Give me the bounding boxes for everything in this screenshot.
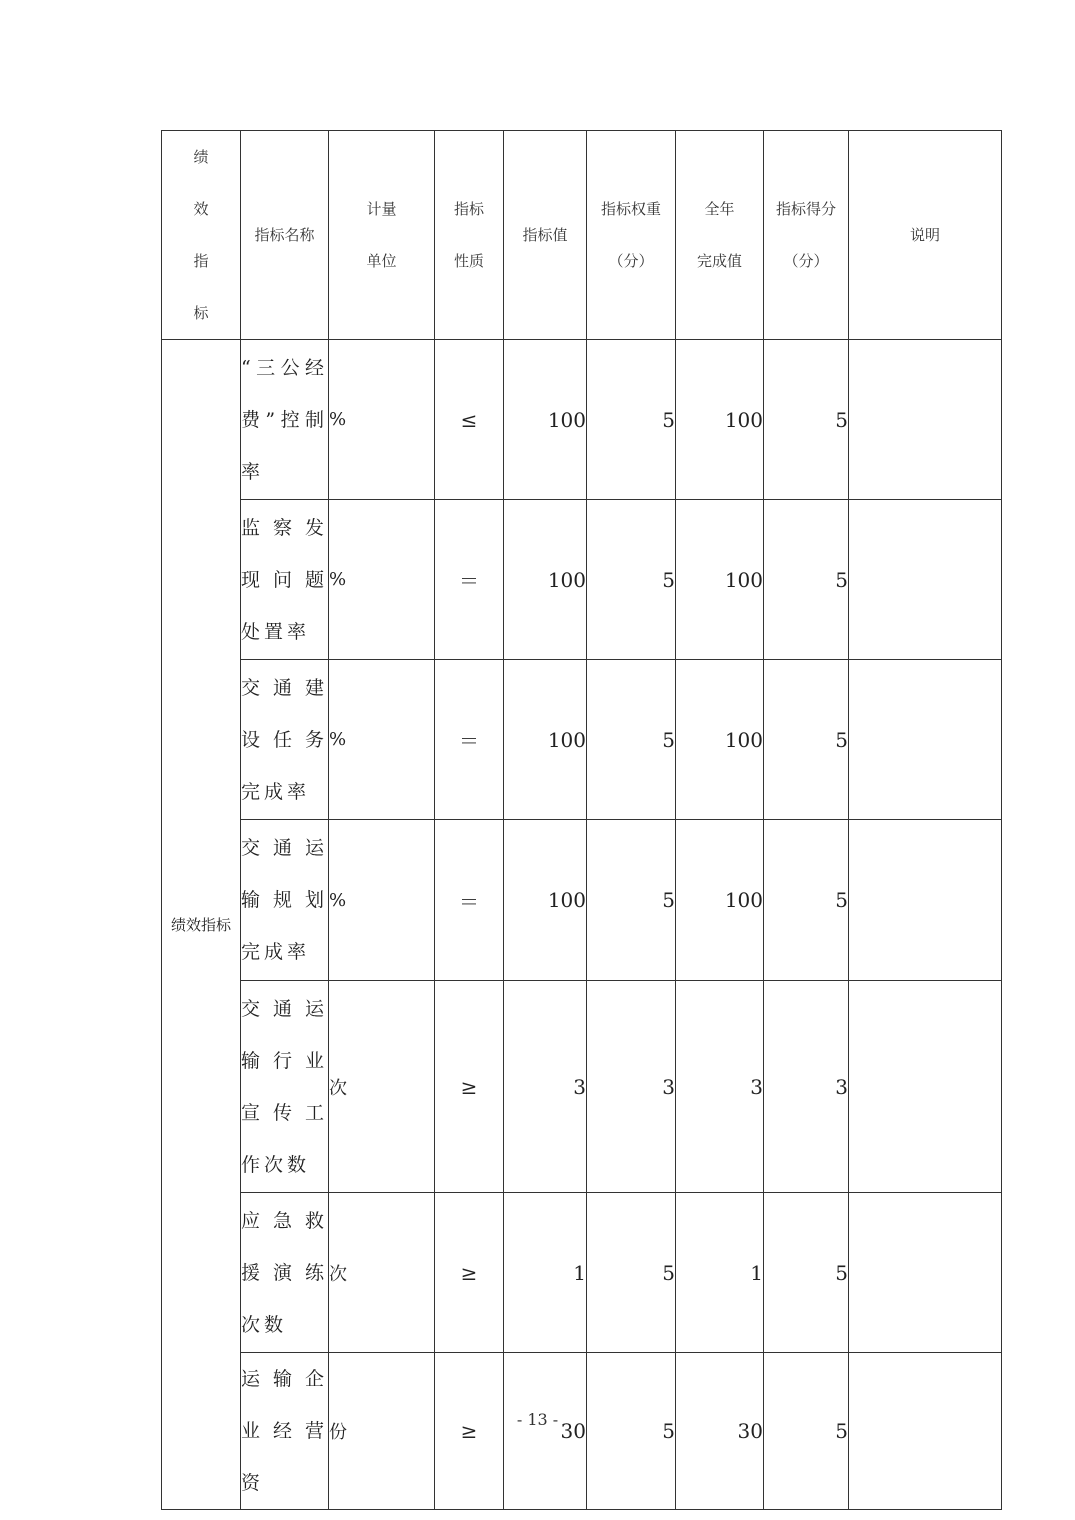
note-cell	[849, 660, 1002, 820]
value-cell: 100	[504, 820, 587, 981]
note-cell	[849, 981, 1002, 1193]
score-cell: 5	[764, 1193, 849, 1353]
nature-cell: ＝	[435, 660, 504, 820]
unit-cell: %	[329, 500, 435, 660]
value-cell: 1	[504, 1193, 587, 1353]
note-cell	[849, 820, 1002, 981]
score-cell: 5	[764, 340, 849, 500]
completed-cell: 100	[676, 660, 764, 820]
value-cell: 100	[504, 340, 587, 500]
completed-cell: 30	[676, 1353, 764, 1510]
completed-cell: 3	[676, 981, 764, 1193]
score-cell: 5	[764, 660, 849, 820]
nature-cell: ＝	[435, 500, 504, 660]
completed-cell: 1	[676, 1193, 764, 1353]
completed-cell: 100	[676, 340, 764, 500]
weight-cell: 5	[587, 1353, 676, 1510]
header-completed: 全年 完成值	[676, 131, 764, 340]
table-row	[162, 1193, 1002, 1353]
indicator-name: 交通运输规划完成率	[241, 820, 329, 981]
score-cell: 5	[764, 1353, 849, 1510]
table-row	[162, 660, 1002, 820]
header-row	[162, 131, 1002, 340]
weight-cell: 5	[587, 820, 676, 981]
value-cell: 3	[504, 981, 587, 1193]
nature-cell: ≥	[435, 1353, 504, 1510]
unit-cell: 次	[329, 981, 435, 1193]
indicator-name: 交通运输行业宣传工作次数	[241, 981, 329, 1193]
unit-cell: %	[329, 820, 435, 981]
table-row	[162, 500, 1002, 660]
header-note: 说明	[849, 131, 1002, 340]
weight-cell: 5	[587, 500, 676, 660]
indicator-name: 交通建设任务完成率	[241, 660, 329, 820]
header-category: 绩效指标	[162, 131, 241, 340]
score-cell: 3	[764, 981, 849, 1193]
weight-cell: 5	[587, 340, 676, 500]
weight-cell: 3	[587, 981, 676, 1193]
score-cell: 5	[764, 820, 849, 981]
nature-cell: ≥	[435, 1193, 504, 1353]
value-cell: 30	[504, 1353, 587, 1510]
header-score: 指标得分 （分）	[764, 131, 849, 340]
unit-cell: 次	[329, 1193, 435, 1353]
note-cell	[849, 340, 1002, 500]
weight-cell: 5	[587, 1193, 676, 1353]
indicator-name: 应急救援演练次数	[241, 1193, 329, 1353]
indicator-name: 监察发现问题处置率	[241, 500, 329, 660]
note-cell	[849, 1353, 1002, 1510]
completed-cell: 100	[676, 500, 764, 660]
header-value: 指标值	[504, 131, 587, 340]
unit-cell: %	[329, 340, 435, 500]
unit-cell: 份	[329, 1353, 435, 1510]
note-cell	[849, 500, 1002, 660]
indicator-name: “三公经费”控制率	[241, 340, 329, 500]
nature-cell: ＝	[435, 820, 504, 981]
completed-cell: 100	[676, 820, 764, 981]
header-weight: 指标权重 （分）	[587, 131, 676, 340]
indicator-name: 运输企业经营资	[241, 1353, 329, 1510]
score-cell: 5	[764, 500, 849, 660]
note-cell	[849, 1193, 1002, 1353]
header-nature: 指标 性质	[435, 131, 504, 340]
weight-cell: 5	[587, 660, 676, 820]
header-unit: 计量 单位	[329, 131, 435, 340]
table-row	[162, 820, 1002, 981]
value-cell: 100	[504, 500, 587, 660]
table-row	[162, 981, 1002, 1193]
category-cell: 绩效指标	[162, 340, 241, 1510]
nature-cell: ≥	[435, 981, 504, 1193]
unit-cell: %	[329, 660, 435, 820]
nature-cell: ≤	[435, 340, 504, 500]
header-name: 指标名称	[241, 131, 329, 340]
table-row	[162, 1353, 1002, 1510]
performance-table	[161, 130, 1002, 1510]
table-row	[162, 340, 1002, 500]
page-number: - 13 -	[516, 1410, 559, 1429]
value-cell: 100	[504, 660, 587, 820]
